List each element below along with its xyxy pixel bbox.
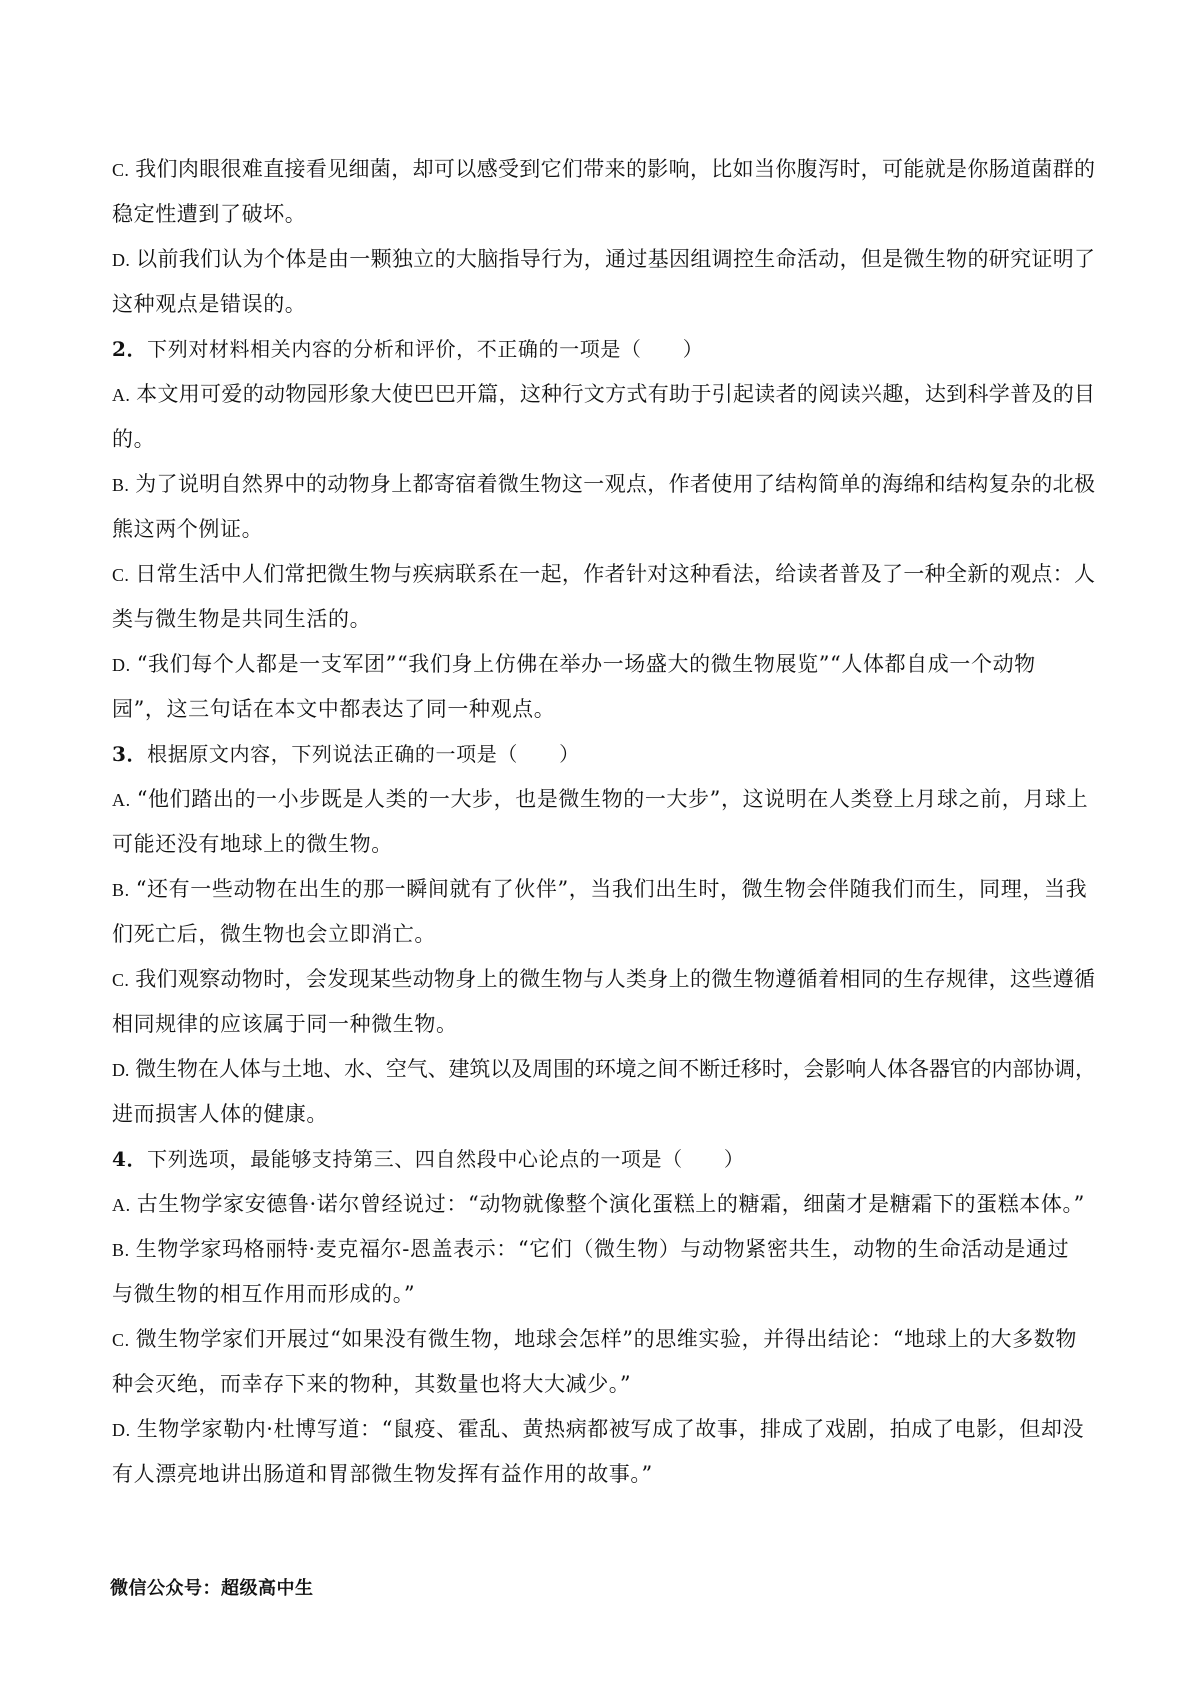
answer-option — [112, 237, 1098, 282]
option-continuation — [112, 687, 1098, 732]
answer-option — [112, 1227, 1098, 1272]
option-letter: C. — [112, 160, 130, 180]
answer-option — [112, 867, 1098, 912]
continuation-text: 熊这两个例证。 — [112, 517, 264, 541]
answer-option — [112, 957, 1098, 1002]
option-letter: D. — [112, 655, 131, 675]
option-text: 微生物学家们开展过“如果没有微生物，地球会怎样”的思维实验，并得出结论：“地球上的大多数物 — [135, 1327, 1077, 1351]
option-text: “他们踏出的一小步既是人类的一大步，也是微生物的一大步”，这说明在人类登上月球之前，月球上 — [136, 787, 1089, 811]
question-text: 下列对材料相关内容的分析和评价，不正确的一项是（ ） — [147, 337, 704, 361]
continuation-text: 的。 — [112, 427, 156, 451]
option-continuation — [112, 822, 1098, 867]
option-letter: D. — [112, 1420, 131, 1440]
option-letter: B. — [112, 1240, 130, 1260]
option-text: “我们每个人都是一支军团”“我们身上仿佛在举办一场盛大的微生物展览”“人体都自成一个动物 — [136, 652, 1036, 676]
option-continuation — [112, 192, 1098, 237]
answer-option — [112, 147, 1098, 192]
answer-option — [112, 552, 1098, 597]
option-continuation — [112, 1272, 1098, 1317]
option-text: 古生物学家安德鲁·诺尔曾经说过：“动物就像整个演化蛋糕上的糖霜，细菌才是糖霜下的蛋糕本体。” — [136, 1192, 1085, 1216]
continuation-text: 有人漂亮地讲出肠道和胃部微生物发挥有益作用的故事。” — [112, 1462, 653, 1486]
option-text: 生物学家玛格丽特·麦克福尔-恩盖表示：“它们（微生物）与动物紧密共生，动物的生命活动是通过 — [135, 1237, 1070, 1261]
question-text: 根据原文内容，下列说法正确的一项是（ ） — [147, 742, 580, 766]
question-text: 下列选项，最能够支持第三、四自然段中心论点的一项是（ ） — [147, 1147, 745, 1171]
question-number: 2． — [112, 337, 148, 361]
option-letter: A. — [112, 790, 131, 810]
answer-option — [112, 1407, 1098, 1452]
option-continuation — [112, 507, 1098, 552]
continuation-text: 园”，这三句话在本文中都表达了同一种观点。 — [112, 697, 556, 721]
option-continuation — [112, 597, 1098, 642]
continuation-text: 稳定性遭到了破坏。 — [112, 202, 307, 226]
question-heading — [112, 1137, 1098, 1182]
option-letter: C. — [112, 1330, 130, 1350]
option-text: 本文用可爱的动物园形象大使巴巴开篇，这种行文方式有助于引起读者的阅读兴趣，达到科学普及的目 — [136, 382, 1096, 406]
option-letter: B. — [112, 880, 130, 900]
option-text: “还有一些动物在出生的那一瞬间就有了伙伴”，当我们出生时，微生物会伴随我们而生，同理，当我 — [135, 877, 1088, 901]
option-continuation — [112, 1092, 1098, 1137]
question-number: 3． — [112, 742, 148, 766]
option-text: 以前我们认为个体是由一颗独立的大脑指导行为，通过基因组调控生命活动，但是微生物的研究证明了 — [136, 247, 1096, 271]
answer-option — [112, 777, 1098, 822]
question-number: 4． — [112, 1147, 148, 1171]
answer-option — [112, 1047, 1098, 1092]
continuation-text: 们死亡后，微生物也会立即消亡。 — [112, 922, 436, 946]
option-text: 我们肉眼很难直接看见细菌，却可以感受到它们带来的影响，比如当你腹泻时，可能就是你肠道菌群的 — [135, 157, 1096, 181]
continuation-text: 进而损害人体的健康。 — [112, 1102, 328, 1126]
option-letter: D. — [112, 1060, 130, 1080]
answer-option — [112, 1182, 1098, 1227]
option-letter: C. — [112, 970, 130, 990]
option-text: 生物学家勒内·杜博写道：“鼠疫、霍乱、黄热病都被写成了故事，排成了戏剧，拍成了电影，但却没 — [136, 1417, 1085, 1441]
continuation-text: 相同规律的应该属于同一种微生物。 — [112, 1012, 458, 1036]
option-letter: B. — [112, 475, 130, 495]
option-text: 微生物在人体与土地、水、空气、建筑以及周围的环境之间不断迁移时，会影响人体各器官的内部协调， — [135, 1057, 1096, 1081]
question-heading — [112, 327, 1098, 372]
option-letter: A. — [112, 1195, 131, 1215]
option-letter: D. — [112, 250, 131, 270]
answer-option — [112, 462, 1098, 507]
option-continuation — [112, 1362, 1098, 1407]
continuation-text: 类与微生物是共同生活的。 — [112, 607, 372, 631]
option-letter: C. — [112, 565, 130, 585]
answer-option — [112, 642, 1098, 687]
option-letter: A. — [112, 385, 131, 405]
option-continuation — [112, 417, 1098, 462]
exam-content — [112, 147, 1098, 1497]
option-continuation — [112, 1452, 1098, 1497]
option-text: 日常生活中人们常把微生物与疾病联系在一起，作者针对这种看法，给读者普及了一种全新的观点：人 — [135, 562, 1096, 586]
option-text: 为了说明自然界中的动物身上都寄宿着微生物这一观点，作者使用了结构简单的海绵和结构复杂的北极 — [135, 472, 1096, 496]
option-text: 我们观察动物时，会发现某些动物身上的微生物与人类身上的微生物遵循着相同的生存规律，这些遵循 — [135, 967, 1096, 991]
question-heading — [112, 732, 1098, 777]
answer-option — [112, 1317, 1098, 1362]
option-continuation — [112, 912, 1098, 957]
option-continuation — [112, 282, 1098, 327]
continuation-text: 这种观点是错误的。 — [112, 292, 307, 316]
continuation-text: 可能还没有地球上的微生物。 — [112, 832, 393, 856]
answer-option — [112, 372, 1098, 417]
continuation-text: 种会灭绝，而幸存下来的物种，其数量也将大大减少。” — [112, 1372, 632, 1396]
footer-wechat-account: 微信公众号：超级高中生 — [110, 1578, 314, 1599]
continuation-text: 与微生物的相互作用而形成的。” — [112, 1282, 416, 1306]
option-continuation — [112, 1002, 1098, 1047]
